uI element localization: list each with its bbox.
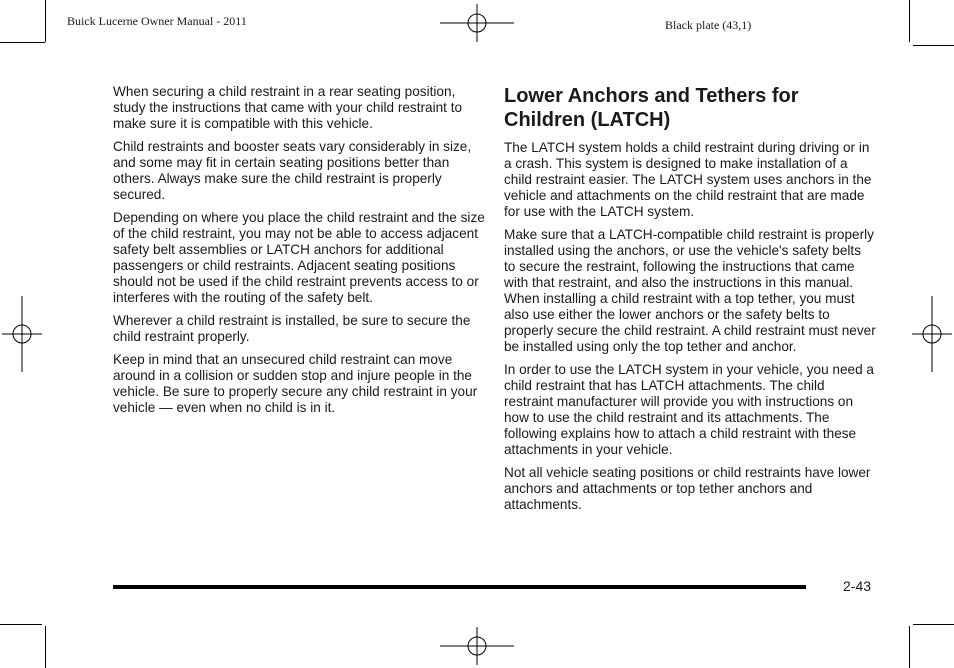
right-column xyxy=(504,84,876,520)
paragraph: Not all vehicle seating positions or child restraints have lower anchors and attachments or top tether anchors and attachments. xyxy=(504,465,871,512)
paragraph: Wherever a child restraint is installed, be sure to secure the child restraint properly. xyxy=(113,313,471,344)
page-number: 2-43 xyxy=(843,578,872,594)
paragraph: In order to use the LATCH system in your vehicle, you need a child restraint that has LATCH attachments. The child restraint manufacturer will provide you with instructions on how to use the child restraint and its attachments. The following explains how to attach a child restraint with these attachments in your vehicle. xyxy=(504,362,874,457)
left-column xyxy=(113,84,485,423)
crop-mark xyxy=(909,0,910,42)
paragraph: Depending on where you place the child restraint and the size of the child restraint, you may not be able to access adjacent safety belt assemblies or LATCH anchors for additional passengers or child restraints. Adjacent seating positions should not be used if the child restraint prevents access to or interferes with the routing of the safety belt. xyxy=(113,210,485,305)
paragraph: Child restraints and booster seats vary considerably in size, and some may fit in certain seating positions better than others. Always make sure the child restraint is properly secured. xyxy=(113,139,472,202)
manual-title: Buick Lucerne Owner Manual - 2011 xyxy=(67,14,247,28)
crop-mark xyxy=(913,624,954,625)
plate-label: Black plate (43,1) xyxy=(665,18,752,32)
crop-mark xyxy=(45,626,46,668)
registration-mark-bottom xyxy=(440,627,514,665)
crop-mark xyxy=(909,626,910,668)
registration-mark-top xyxy=(440,4,514,42)
paragraph: The LATCH system holds a child restraint during driving or in a crash. This system is designed to make installation of a child restraint easier. The LATCH system uses anchors in the vehicle and attachments on the child restraint that are made for use with the LATCH system. xyxy=(504,140,872,219)
crop-mark xyxy=(0,624,42,625)
paragraph: Keep in mind that an unsecured child restraint can move around in a collision or sudden stop and injure people in the vehicle. Be sure to properly secure any child restraint in your vehicle — even when no child is in it. xyxy=(113,352,478,415)
crop-mark xyxy=(913,45,954,46)
paragraph: When securing a child restraint in a rear seating position, study the instructions that came with your child restraint to make sure it is compatible with this vehicle. xyxy=(113,84,463,131)
crop-mark xyxy=(0,42,45,43)
section-heading: Lower Anchors and Tethers for Children (LATCH) xyxy=(504,85,799,131)
paragraph: Make sure that a LATCH-compatible child restraint is properly installed using the anchors, or use the vehicle's safety belts to secure the restraint, following the instructions that came with that restraint, and also the instructions in this manual. When installing a child restraint with a top tether, you must also use either the lower anchors or the safety belts to properly secure the child restraint. A child restraint must never be installed using only the top tether and anchor. xyxy=(504,227,876,354)
footer-rule xyxy=(113,585,806,589)
crop-mark xyxy=(45,0,46,42)
registration-mark-right xyxy=(912,296,952,372)
registration-mark-left xyxy=(2,296,42,372)
